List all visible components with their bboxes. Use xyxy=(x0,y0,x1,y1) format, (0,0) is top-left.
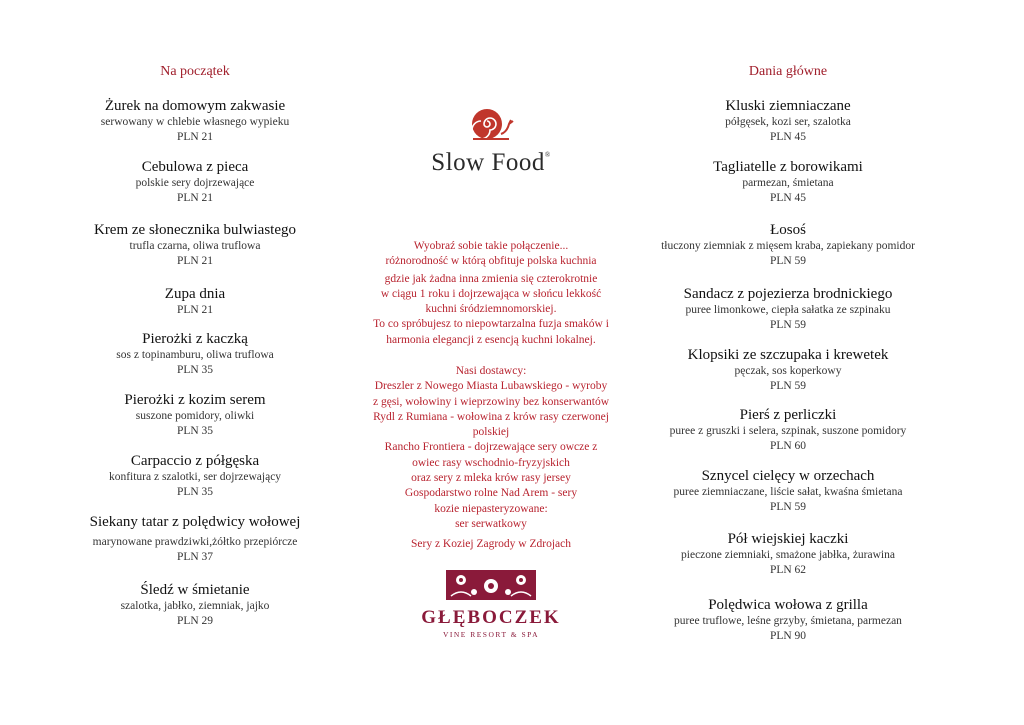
item-price: PLN 21 xyxy=(176,304,214,316)
item-price: PLN 35 xyxy=(176,486,214,498)
brand-name: GŁĘBOCZEK xyxy=(421,607,561,628)
supplier-line: Dreszler z Nowego Miasta Lubawskiego - wyroby xyxy=(374,380,608,393)
item-description: suszone pomidory, oliwki xyxy=(135,410,255,422)
mains-heading: Dania główne xyxy=(748,64,828,79)
menu-item xyxy=(632,97,944,145)
story-line: harmonia elegancji z esencją kuchni lokalnej. xyxy=(386,333,596,346)
item-description: konfitura z szalotki, ser dojrzewający xyxy=(108,471,282,483)
menu-item xyxy=(40,581,350,629)
menu-item xyxy=(40,221,350,269)
item-description: szalotka, jabłko, ziemniak, jajko xyxy=(120,600,270,612)
supplier-line: kozie niepasteryzowane: xyxy=(434,502,548,515)
item-price: PLN 90 xyxy=(769,630,807,642)
item-name: Pierś z perliczki xyxy=(739,407,837,423)
menu-item xyxy=(632,530,944,578)
menu-item xyxy=(632,158,944,206)
item-price: PLN 21 xyxy=(176,255,214,267)
gleboczek-logo xyxy=(350,570,632,639)
item-price: PLN 45 xyxy=(769,192,807,204)
item-description: polskie sery dojrzewające xyxy=(135,177,255,189)
item-description: marynowane prawdziwki,żółtko przepiórcze xyxy=(92,536,298,548)
menu-item xyxy=(40,330,350,378)
item-description: serwowany w chlebie własnego wypieku xyxy=(100,116,290,128)
menu-item xyxy=(632,406,944,454)
brand-subtitle: VINE RESORT & SPA xyxy=(442,630,540,639)
item-name: Tagliatelle z borowikami xyxy=(713,159,863,175)
supplier-line: Gospodarstwo rolne Nad Arem - sery xyxy=(404,487,578,500)
item-name: Sandacz z pojezierza brodnickiego xyxy=(683,286,893,302)
item-price: PLN 59 xyxy=(769,255,807,267)
item-description: trufla czarna, oliwa truflowa xyxy=(129,240,261,252)
story-line: gdzie jak żadna inna zmienia się czterokrotnie xyxy=(384,272,598,285)
story-text xyxy=(350,239,632,348)
supplier-line: Rydl z Rumiana - wołowina z krów rasy czerwonej xyxy=(373,410,609,423)
menu-item xyxy=(632,596,944,644)
story-line: w ciągu 1 roku i dojrzewająca w słońcu lekkość xyxy=(380,287,602,300)
item-name: Cebulowa z pieca xyxy=(141,159,249,175)
item-price: PLN 60 xyxy=(769,440,807,452)
item-name: Zupa dnia xyxy=(164,286,226,302)
supplier-line: z gęsi, wołowiny i wieprzowiny bez konserwantów xyxy=(372,395,609,408)
item-price: PLN 59 xyxy=(769,501,807,513)
item-description: puree ziemniaczane, liście sałat, kwaśna śmietana xyxy=(673,486,903,498)
item-description: pieczone ziemniaki, smażone jabłka, żurawina xyxy=(681,549,895,561)
item-price: PLN 21 xyxy=(176,192,214,204)
menu-item xyxy=(40,285,350,318)
supplier-line: Nasi dostawcy: xyxy=(455,365,527,377)
item-name: Śledź w śmietanie xyxy=(140,582,250,598)
story-line: kuchni śródziemnomorskiej. xyxy=(425,303,557,316)
snail-icon xyxy=(463,104,519,144)
item-name: Sznycel cielęcy w orzechach xyxy=(701,468,875,484)
menu-item xyxy=(40,97,350,145)
item-price: PLN 37 xyxy=(176,551,214,563)
supplier-line: Rancho Frontiera - dojrzewające sery owcze z xyxy=(384,441,598,454)
supplier-line: polskiej xyxy=(472,426,510,439)
item-name: Pierożki z kaczką xyxy=(142,331,248,347)
supplier-line: owiec rasy wschodnio-fryzyjskich xyxy=(412,456,570,469)
item-price: PLN 35 xyxy=(176,364,214,376)
item-name: Pół wiejskiej kaczki xyxy=(727,531,849,547)
menu-item xyxy=(40,158,350,206)
menu-item xyxy=(40,513,350,565)
supplier-line: oraz sery z mleka krów rasy jersey xyxy=(411,472,571,485)
item-name: Klopsiki ze szczupaka i krewetek xyxy=(687,347,889,363)
menu-item xyxy=(632,467,944,515)
supplier-line: ser serwatkowy xyxy=(455,517,527,530)
item-description: puree limonkowe, ciepła sałatka ze szpinaku xyxy=(685,304,891,316)
item-price: PLN 59 xyxy=(769,319,807,331)
item-name: Żurek na domowym zakwasie xyxy=(104,98,286,114)
slow-food-wordmark: Slow Food xyxy=(431,149,545,176)
item-name: Polędwica wołowa z grilla xyxy=(708,597,868,613)
item-description: puree truflowe, leśne grzyby, śmietana, parmezan xyxy=(674,615,902,627)
item-description: puree z gruszki i selera, szpinak, suszone pomidory xyxy=(669,425,907,437)
item-description: tłuczony ziemniak z mięsem kraba, zapiekany pomidor xyxy=(661,240,915,252)
item-description: pęczak, sos koperkowy xyxy=(734,365,842,377)
item-price: PLN 21 xyxy=(176,131,214,143)
item-name: Pierożki z kozim serem xyxy=(124,392,266,408)
item-price: PLN 35 xyxy=(176,425,214,437)
item-name: Siekany tatar z polędwicy wołowej xyxy=(89,514,301,530)
starters-heading: Na początek xyxy=(160,64,230,79)
item-name: Krem ze słonecznika bulwiastego xyxy=(93,222,296,238)
item-description: parmezan, śmietana xyxy=(742,177,834,189)
item-price: PLN 29 xyxy=(176,615,214,627)
item-name: Łosoś xyxy=(770,222,806,238)
item-price: PLN 59 xyxy=(769,380,807,392)
menu-item xyxy=(40,391,350,439)
menu-item xyxy=(632,346,944,394)
floral-pattern-icon xyxy=(446,570,536,600)
suppliers-text xyxy=(350,364,632,553)
story-line: To co spróbujesz to niepowtarzalna fuzja smaków i xyxy=(373,318,609,331)
item-price: PLN 45 xyxy=(769,131,807,143)
item-name: Carpaccio z półgęska xyxy=(130,453,260,469)
item-description: półgęsek, kozi ser, szalotka xyxy=(725,116,851,128)
menu-item xyxy=(40,452,350,500)
story-line: Wyobraź sobie takie połączenie... xyxy=(413,240,569,252)
story-line: różnorodność w którą obfituje polska kuchnia xyxy=(385,255,597,268)
menu-item xyxy=(632,221,944,269)
item-description: sos z topinamburu, oliwa truflowa xyxy=(116,349,274,361)
supplier-line: Sery z Koziej Zagrody w Zdrojach xyxy=(411,538,571,551)
menu-item xyxy=(632,285,944,333)
item-name: Kluski ziemniaczane xyxy=(725,98,851,114)
item-price: PLN 62 xyxy=(769,564,807,576)
slow-food-logo: Slow Food® xyxy=(350,104,632,177)
